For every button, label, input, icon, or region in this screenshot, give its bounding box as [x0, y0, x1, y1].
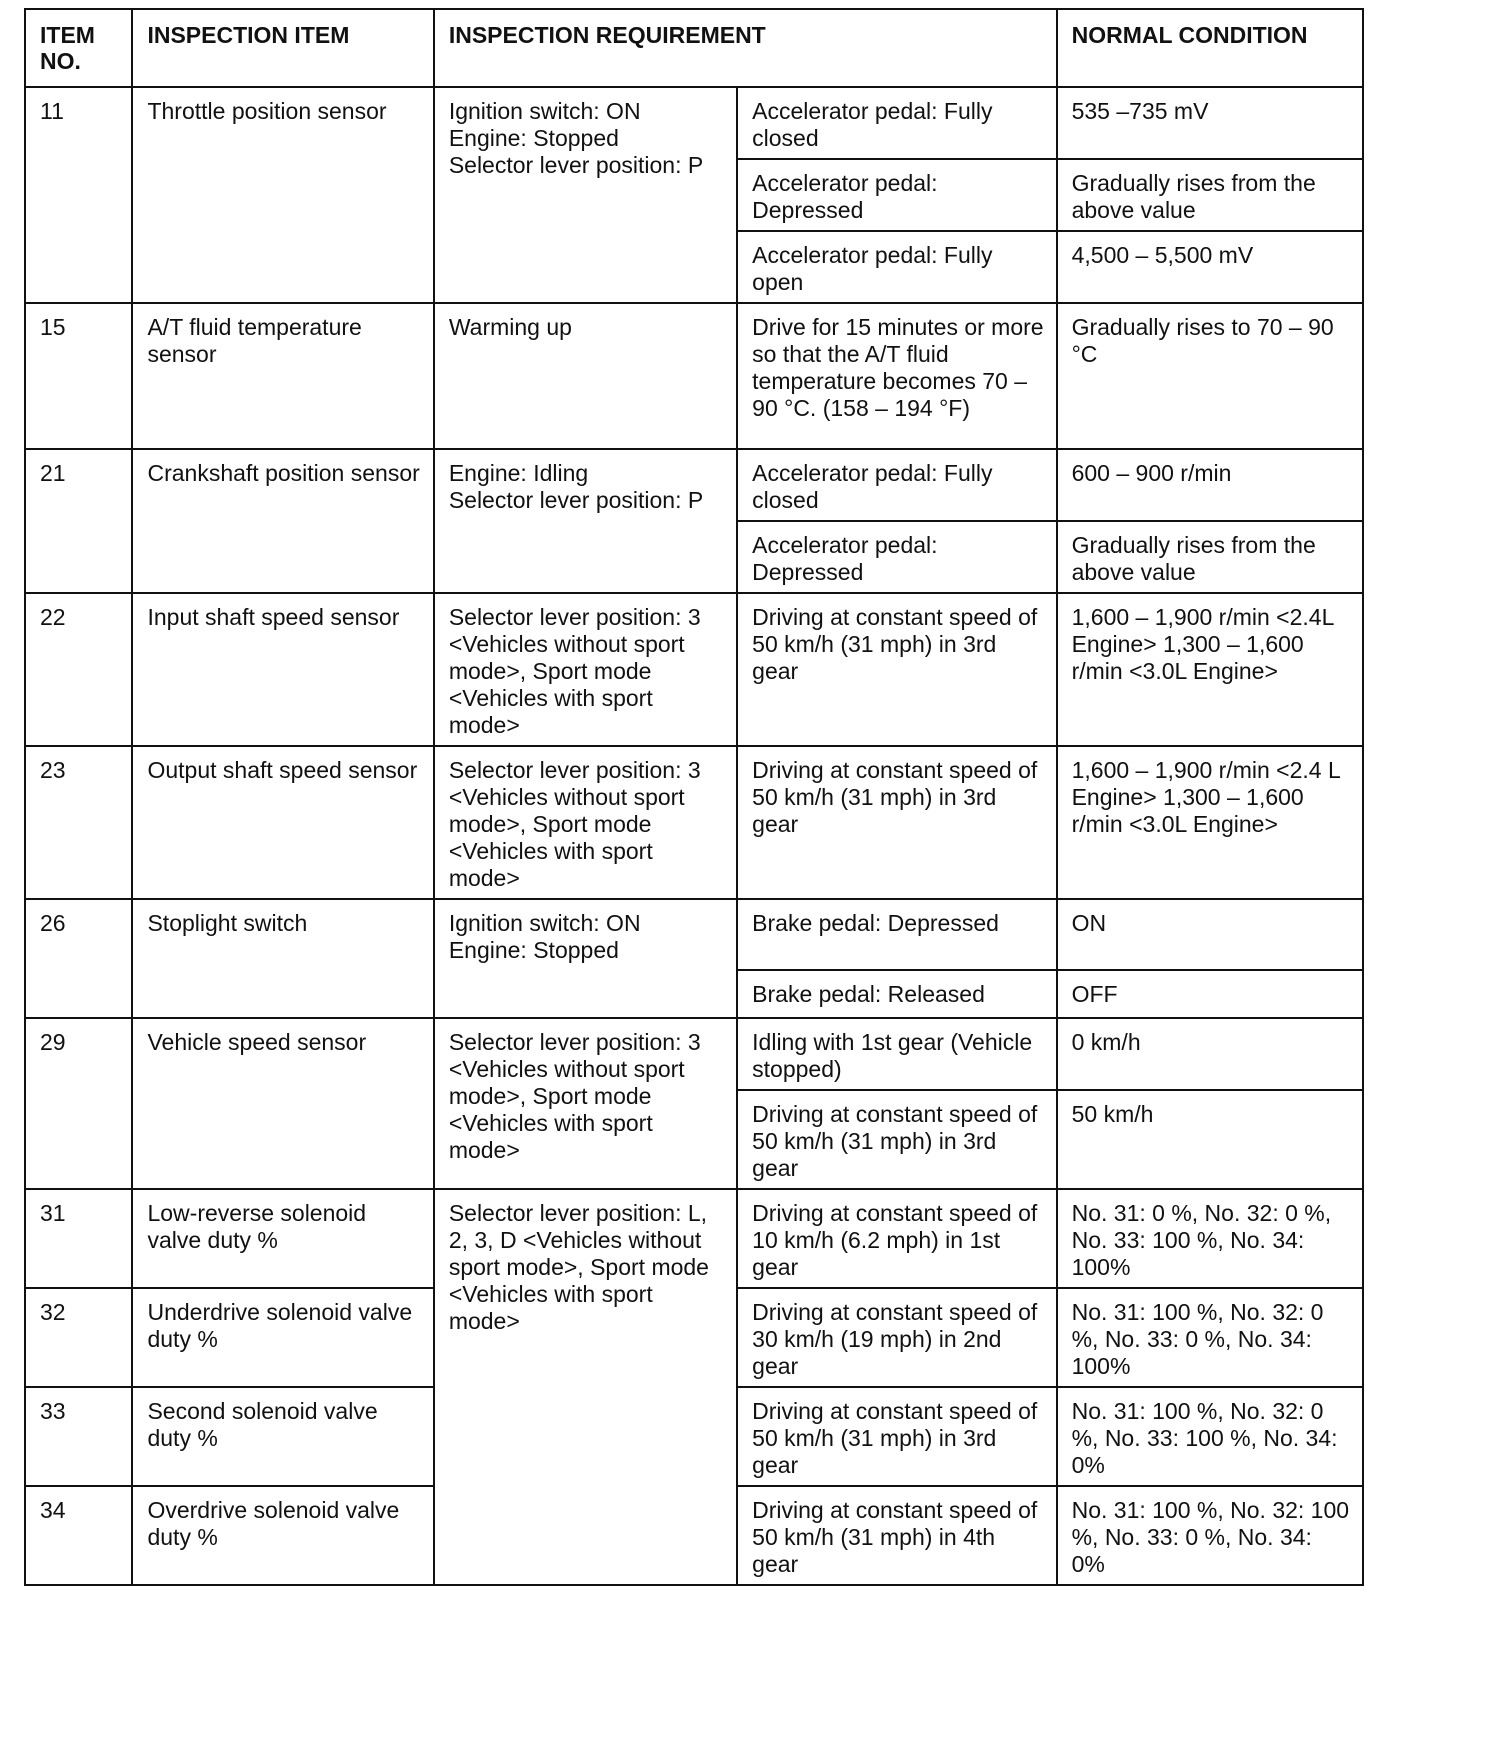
normal-condition: Gradually rises from the above value — [1057, 159, 1363, 231]
table-row — [25, 87, 1363, 159]
requirement-text: Ignition switch: ON Engine: Stopped — [448, 910, 641, 963]
inspection-requirement — [434, 899, 737, 1018]
inspection-item: Input shaft speed sensor — [132, 593, 433, 746]
header-item-no: ITEM NO. — [25, 9, 132, 87]
item-no: 33 — [25, 1387, 132, 1486]
normal-condition: No. 31: 100 %, No. 32: 0 %, No. 33: 0 %, No. 34: 100% — [1057, 1288, 1363, 1387]
inspection-item: Second solenoid valve duty % — [132, 1387, 433, 1486]
normal-condition: No. 31: 0 %, No. 32: 0 %, No. 33: 100 %, No. 34: 100% — [1057, 1189, 1363, 1288]
requirement-condition: Brake pedal: Depressed — [737, 899, 1056, 970]
table-row — [25, 1018, 1363, 1090]
item-no: 23 — [25, 746, 132, 899]
item-no: 22 — [25, 593, 132, 746]
normal-condition: 600 – 900 r/min — [1057, 449, 1363, 521]
inspection-item: Overdrive solenoid valve duty % — [132, 1486, 433, 1585]
requirement-condition: Accelerator pedal: Fully open — [737, 231, 1056, 303]
normal-condition: 0 km/h — [1057, 1018, 1363, 1090]
normal-condition: Gradually rises from the above value — [1057, 521, 1363, 593]
normal-condition: 1,600 – 1,900 r/min <2.4L Engine> 1,300 – 1,600 r/min <3.0L Engine> — [1057, 593, 1363, 746]
table-row — [25, 899, 1363, 970]
requirement-condition: Driving at constant speed of 50 km/h (31 mph) in 3rd gear — [737, 1090, 1056, 1189]
requirement-condition: Accelerator pedal: Depressed — [737, 159, 1056, 231]
requirement-condition: Driving at constant speed of 50 km/h (31 mph) in 3rd gear — [737, 746, 1056, 899]
inspection-item: Vehicle speed sensor — [132, 1018, 433, 1189]
requirement-condition: Accelerator pedal: Depressed — [737, 521, 1056, 593]
inspection-requirement: Selector lever position: 3 <Vehicles without sport mode>, Sport mode <Vehicles with sport mode> — [434, 1018, 737, 1189]
inspection-item: Stoplight switch — [132, 899, 433, 1018]
requirement-condition: Driving at constant speed of 50 km/h (31 mph) in 3rd gear — [737, 1387, 1056, 1486]
inspection-item: Underdrive solenoid valve duty % — [132, 1288, 433, 1387]
inspection-requirement — [434, 449, 737, 593]
requirement-text: Engine: Idling Selector lever position: P — [448, 460, 704, 513]
inspection-table-page — [24, 8, 1364, 1586]
item-no: 31 — [25, 1189, 132, 1288]
inspection-requirement: Selector lever position: L, 2, 3, D <Vehicles without sport mode>, Sport mode <Vehicles with sport mode> — [434, 1189, 737, 1585]
requirement-condition: Accelerator pedal: Fully closed — [737, 87, 1056, 159]
inspection-item: Output shaft speed sensor — [132, 746, 433, 899]
requirement-condition: Driving at constant speed of 30 km/h (19 mph) in 2nd gear — [737, 1288, 1056, 1387]
inspection-requirement: Warming up — [434, 303, 737, 449]
normal-condition: No. 31: 100 %, No. 32: 100 %, No. 33: 0 %, No. 34: 0% — [1057, 1486, 1363, 1585]
table-row — [25, 593, 1363, 746]
header-inspection-requirement: INSPECTION REQUIREMENT — [434, 9, 1057, 87]
normal-condition: 50 km/h — [1057, 1090, 1363, 1189]
inspection-requirement: Selector lever position: 3 <Vehicles without sport mode>, Sport mode <Vehicles with sport mode> — [434, 746, 737, 899]
item-no: 26 — [25, 899, 132, 1018]
inspection-item: Low-reverse solenoid valve duty % — [132, 1189, 433, 1288]
header-normal-condition: NORMAL CONDITION — [1057, 9, 1363, 87]
table-row — [25, 449, 1363, 521]
table-row — [25, 303, 1363, 449]
requirement-condition: Driving at constant speed of 10 km/h (6.2 mph) in 1st gear — [737, 1189, 1056, 1288]
inspection-table — [24, 8, 1364, 1586]
inspection-requirement: Selector lever position: 3 <Vehicles without sport mode>, Sport mode <Vehicles with sport mode> — [434, 593, 737, 746]
normal-condition: No. 31: 100 %, No. 32: 0 %, No. 33: 100 %, No. 34: 0% — [1057, 1387, 1363, 1486]
item-no: 34 — [25, 1486, 132, 1585]
table-row — [25, 746, 1363, 899]
requirement-condition: Accelerator pedal: Fully closed — [737, 449, 1056, 521]
normal-condition: OFF — [1057, 970, 1363, 1018]
item-no: 15 — [25, 303, 132, 449]
item-no: 11 — [25, 87, 132, 303]
inspection-requirement — [434, 87, 737, 303]
normal-condition: Gradually rises to 70 – 90 °C — [1057, 303, 1363, 449]
inspection-item: Throttle position sensor — [132, 87, 433, 303]
normal-condition: 535 –735 mV — [1057, 87, 1363, 159]
inspection-item: A/T fluid temperature sensor — [132, 303, 433, 449]
requirement-condition: Drive for 15 minutes or more so that the A/T fluid temperature becomes 70 – 90 °C. (158 – 194 °F) — [737, 303, 1056, 449]
requirement-condition: Driving at constant speed of 50 km/h (31 mph) in 3rd gear — [737, 593, 1056, 746]
table-row — [25, 1189, 1363, 1288]
item-no: 32 — [25, 1288, 132, 1387]
requirement-condition: Driving at constant speed of 50 km/h (31 mph) in 4th gear — [737, 1486, 1056, 1585]
header-inspection-item: INSPECTION ITEM — [132, 9, 433, 87]
requirement-condition: Idling with 1st gear (Vehicle stopped) — [737, 1018, 1056, 1090]
inspection-item: Crankshaft position sensor — [132, 449, 433, 593]
item-no: 21 — [25, 449, 132, 593]
normal-condition: 4,500 – 5,500 mV — [1057, 231, 1363, 303]
table-header-row — [25, 9, 1363, 87]
requirement-condition: Brake pedal: Released — [737, 970, 1056, 1018]
item-no: 29 — [25, 1018, 132, 1189]
requirement-text: Ignition switch: ON Engine: Stopped Selector lever position: P — [448, 98, 704, 178]
normal-condition: 1,600 – 1,900 r/min <2.4 L Engine> 1,300 – 1,600 r/min <3.0L Engine> — [1057, 746, 1363, 899]
normal-condition: ON — [1057, 899, 1363, 970]
